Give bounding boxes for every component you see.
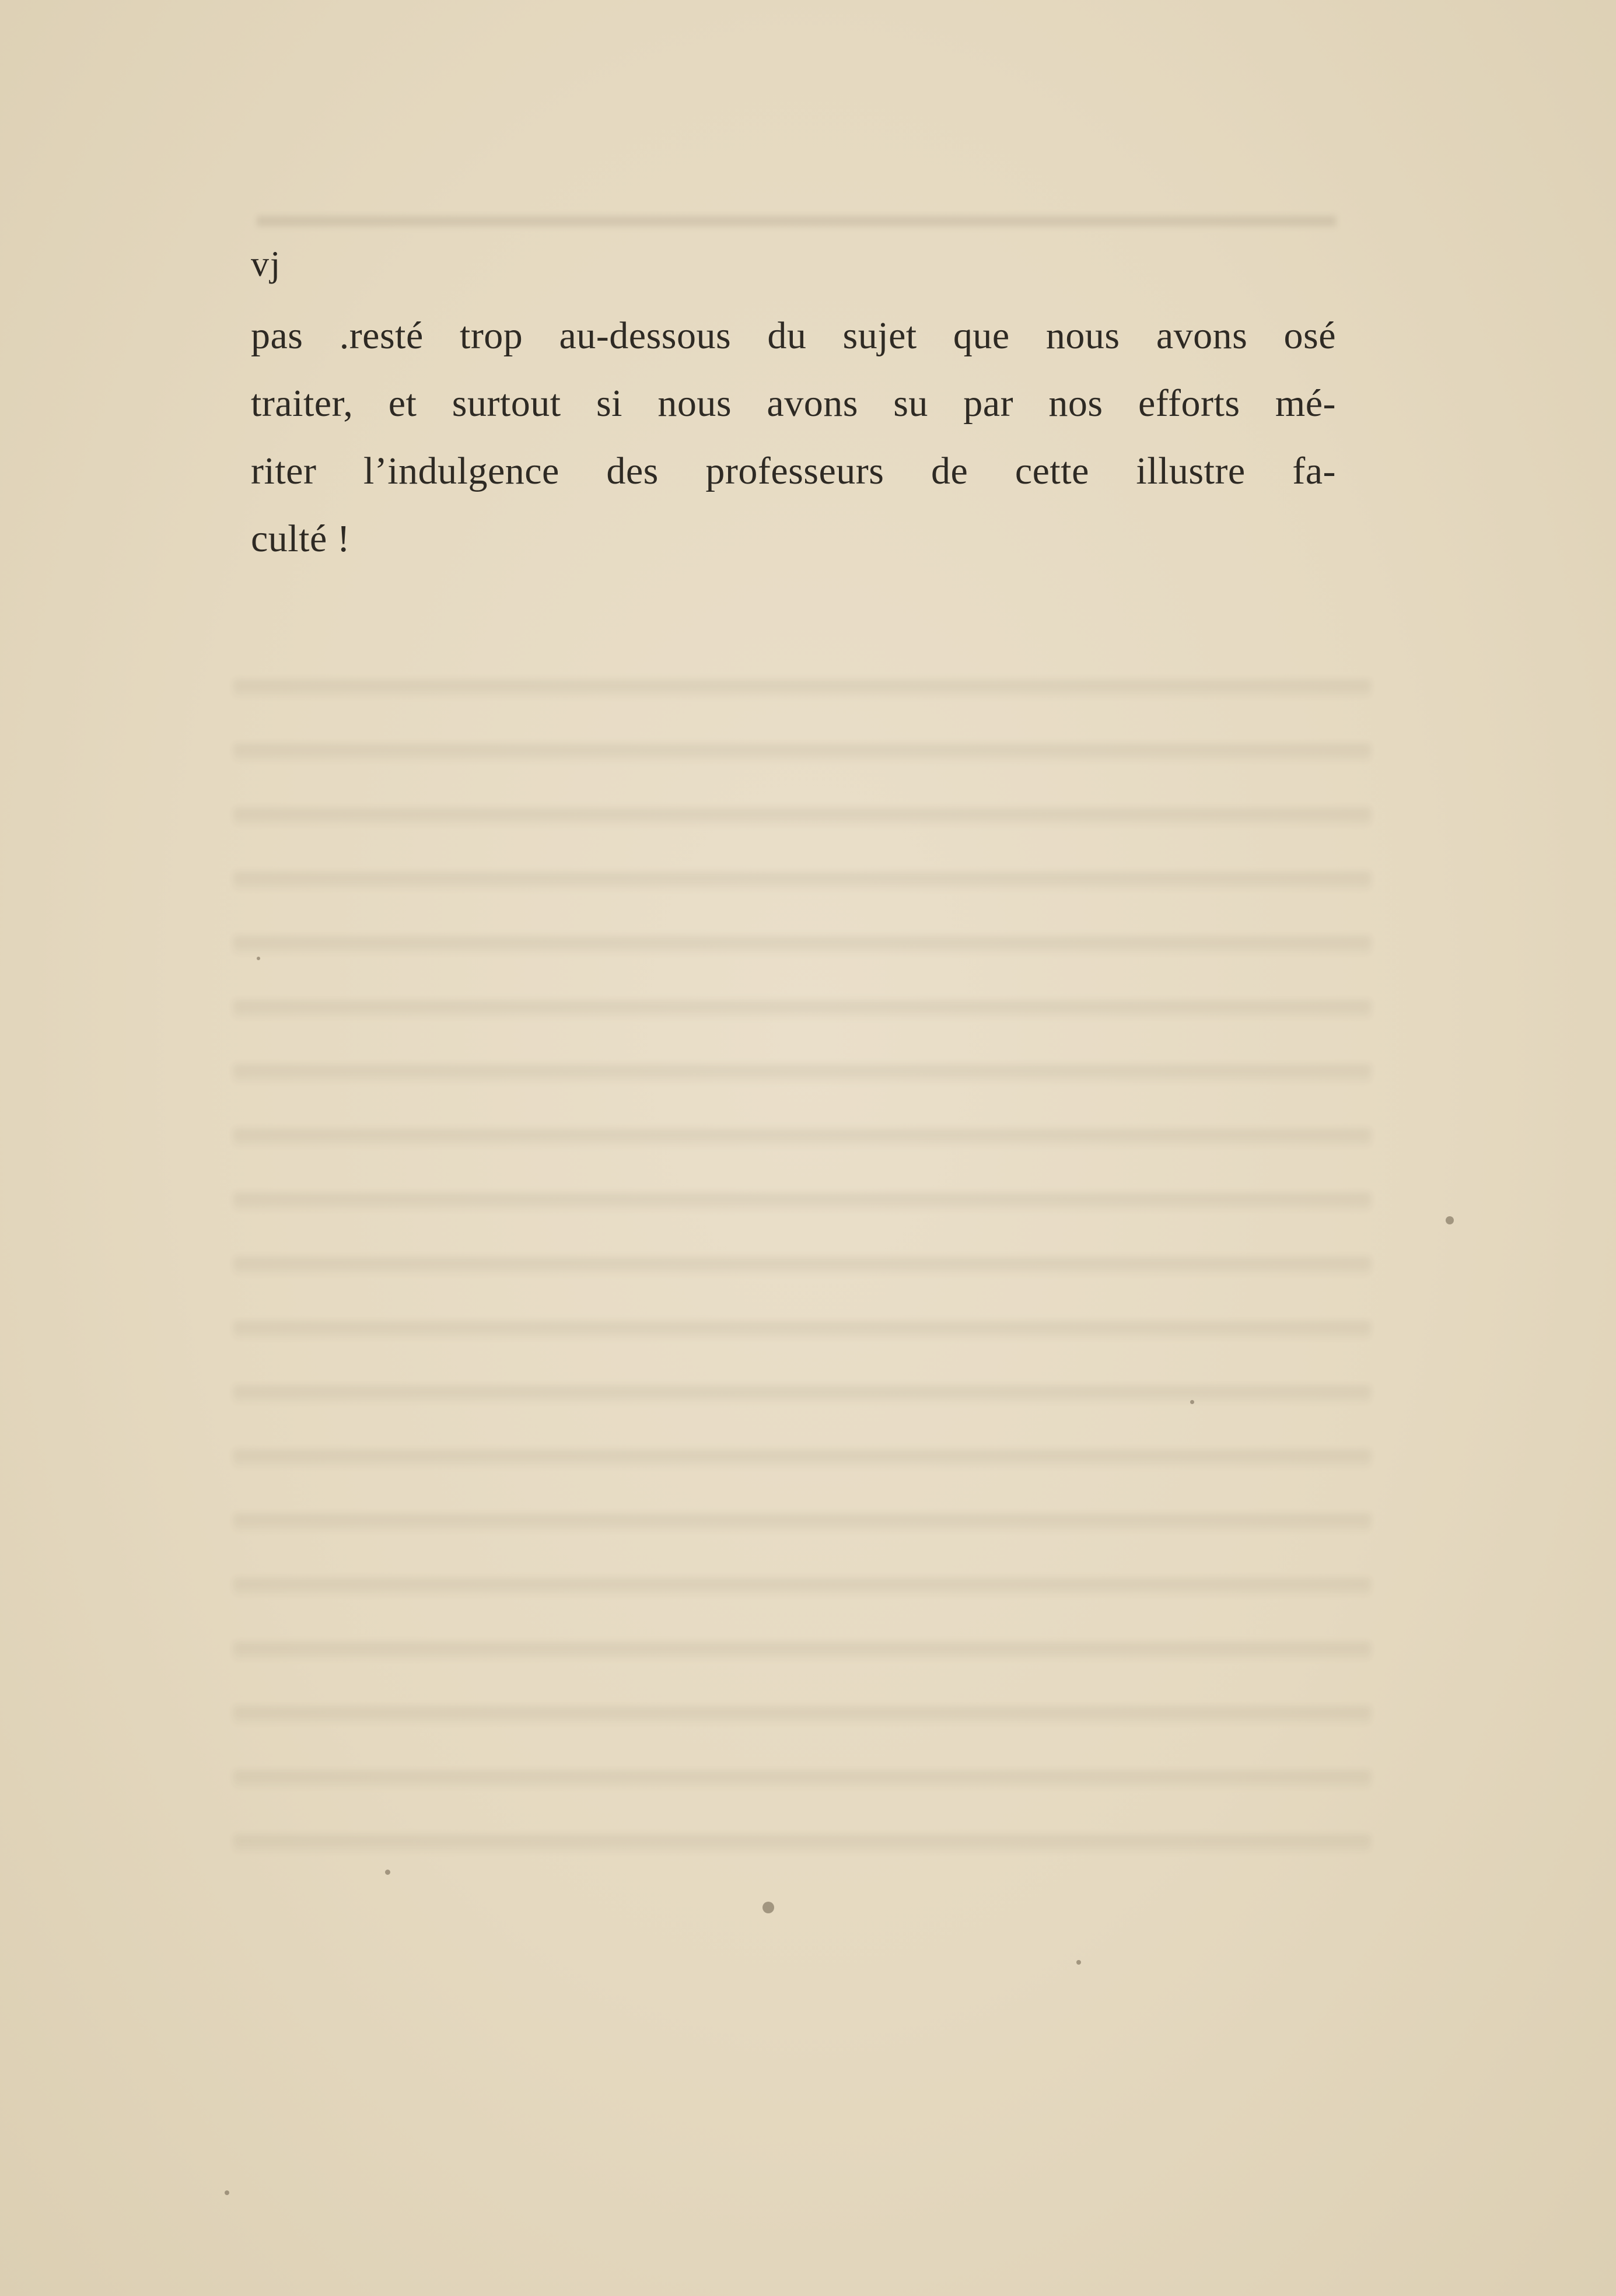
show-through-text	[233, 642, 1371, 1867]
paper-speck	[1446, 1216, 1454, 1224]
text-line: traiter, et surtout si nous avons su par nos efforts mé-	[251, 382, 1336, 425]
paper-speck	[385, 1870, 390, 1875]
body-text	[251, 302, 1336, 573]
text-line: culté !	[251, 517, 351, 560]
text-line: pas .resté trop au-dessous du sujet que nous avons osé	[251, 314, 1336, 357]
paper-speck	[257, 957, 260, 960]
paper-speck	[1190, 1400, 1194, 1404]
text-line: riter l’indulgence des professeurs de cette illustre fa-	[251, 450, 1336, 492]
paper-speck	[762, 1902, 774, 1913]
paper-speck	[1076, 1960, 1081, 1965]
page-folio: vj	[251, 244, 282, 284]
show-through-rule	[257, 216, 1336, 226]
paper-speck	[225, 2190, 229, 2195]
